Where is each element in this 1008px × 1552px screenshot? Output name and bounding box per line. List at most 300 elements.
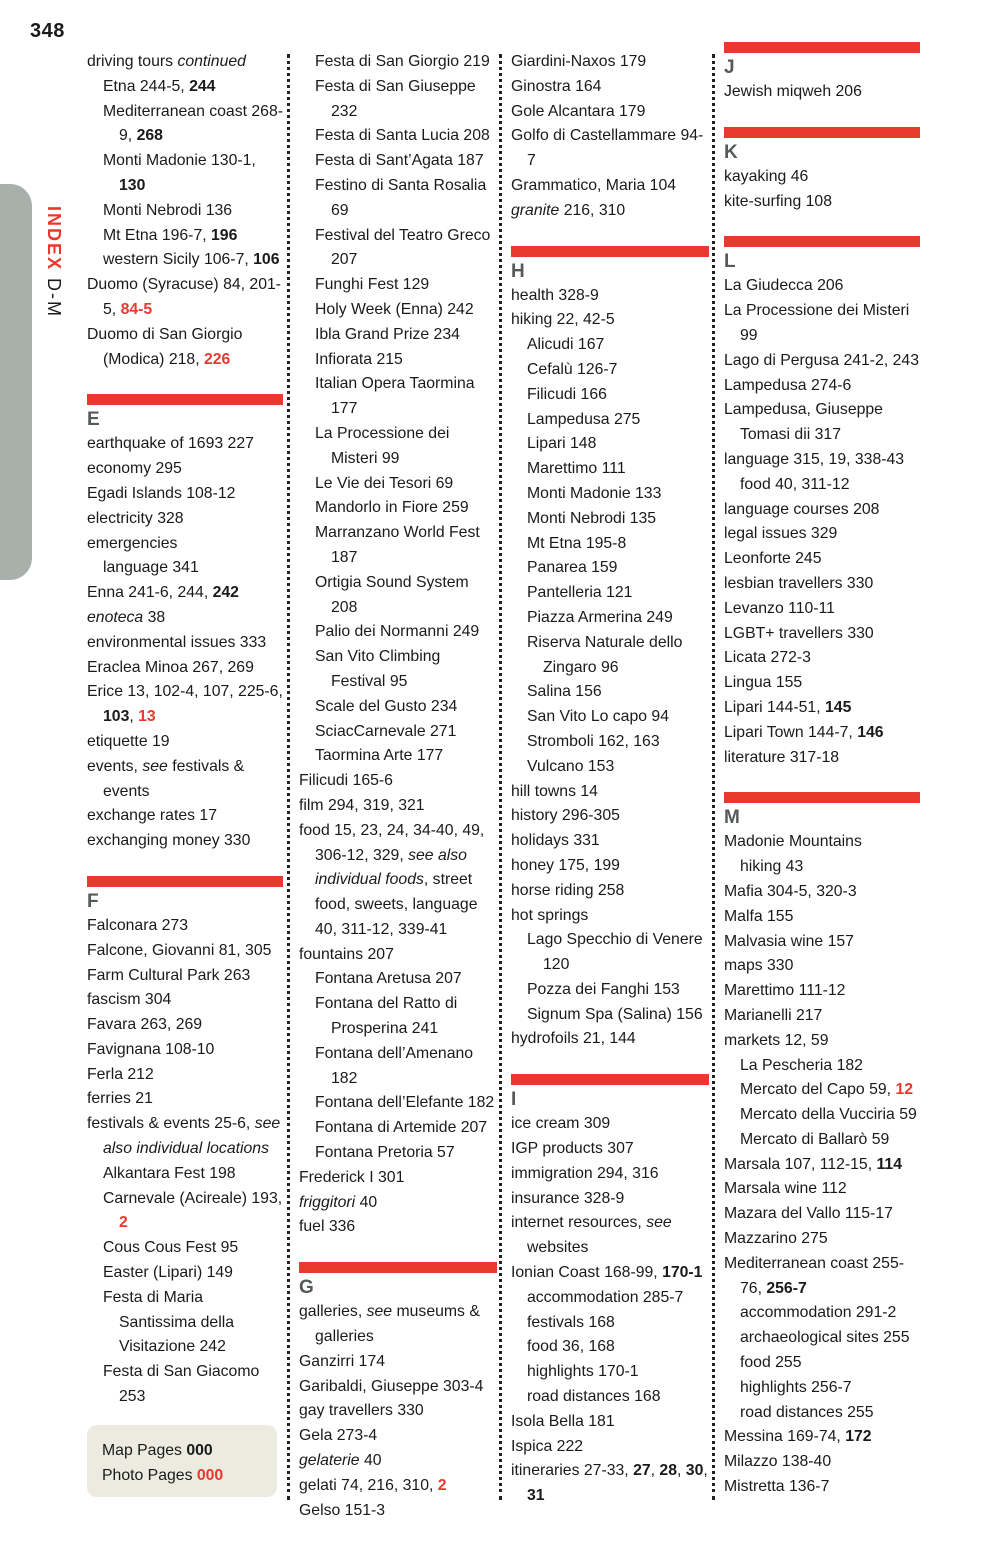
entry-text: exchanging money 330	[87, 832, 251, 850]
entry-text: 38	[143, 608, 166, 626]
index-entry	[511, 284, 709, 309]
section-letter: G	[299, 1277, 314, 1299]
index-entry	[511, 1137, 709, 1162]
entry-text: continued	[177, 53, 246, 70]
entry-text: Festa di San Giacomo 253	[103, 1363, 260, 1406]
index-entry	[511, 1459, 709, 1509]
entry-text: itineraries 27-33,	[511, 1462, 634, 1480]
entry-text: 40	[355, 1193, 378, 1211]
index-subentry	[527, 631, 709, 681]
section-letter: E	[87, 409, 100, 431]
index-side-tab	[0, 184, 32, 580]
entry-text: hill towns 14	[511, 782, 598, 800]
index-entry	[87, 432, 283, 457]
index-entry	[724, 1252, 920, 1302]
entry-text: Etna 244-5,	[103, 77, 190, 95]
section-rule	[299, 1262, 497, 1273]
index-entry	[724, 1029, 920, 1054]
index-entry	[724, 721, 920, 746]
index-subentry	[527, 581, 709, 606]
map-page-ref: 196	[211, 226, 238, 244]
entry-text: Garibaldi, Giuseppe 303-4	[299, 1377, 484, 1395]
index-subentry	[740, 1351, 920, 1376]
entry-text: film 294, 319, 321	[299, 796, 425, 814]
map-page-ref: 242	[212, 584, 239, 602]
index-entry	[724, 299, 920, 349]
entry-text: 40	[359, 1452, 382, 1470]
map-page-ref: 30	[685, 1462, 704, 1480]
entry-text: etiquette 19	[87, 732, 170, 750]
entry-text: Leonforte 245	[724, 550, 822, 568]
section-rule	[87, 876, 283, 887]
entry-text: Monti Nebrodi 136	[103, 201, 233, 219]
entry-text: Mazara del Vallo 115-17	[724, 1205, 893, 1223]
index-entry	[724, 274, 920, 299]
entry-text: Festa di Maria Santissima della Visitazione 242	[103, 1288, 235, 1356]
entry-text: Monti Nebrodi 135	[527, 509, 657, 527]
index-subentry	[527, 383, 709, 408]
entry-text: Lipari 148	[527, 435, 597, 453]
entry-text: Mandorlo in Fiore 259	[315, 499, 469, 517]
entry-text: Licata 272-3	[724, 649, 811, 667]
entry-text: gelati 74, 216, 310,	[299, 1476, 438, 1494]
entry-text: horse riding 258	[511, 881, 625, 899]
index-entry	[87, 829, 283, 854]
index-section-continued	[511, 50, 709, 224]
entry-text: kayaking 46	[724, 167, 809, 185]
entry-text: Infiorata 215	[315, 350, 403, 368]
entry-text: see also individual foods	[315, 846, 467, 889]
entry-text: hot springs	[511, 906, 589, 924]
entry-text: Filicudi 166	[527, 385, 607, 403]
entry-text: Fontana Aretusa 207	[315, 970, 462, 988]
entry-text: Italian Opera Taormina 177	[315, 375, 475, 418]
index-subentry	[740, 855, 920, 880]
index-entry	[87, 1112, 283, 1162]
index-subentry	[315, 571, 497, 621]
index-entry	[724, 696, 920, 721]
entry-text: Fontana dell’Amenano 182	[315, 1044, 474, 1087]
index-entry	[87, 680, 283, 730]
index-section-m	[724, 792, 920, 1500]
index-entry	[87, 656, 283, 681]
index-entry	[724, 448, 920, 473]
section-letter: M	[724, 807, 740, 829]
index-column-2	[299, 50, 497, 1523]
index-subentry	[527, 730, 709, 755]
index-entry	[299, 769, 497, 794]
index-entry	[724, 1004, 920, 1029]
entry-text: Filicudi 165-6	[299, 772, 393, 790]
index-subentry	[527, 755, 709, 780]
entry-text: Monti Madonie 133	[527, 484, 662, 502]
index-subentry	[103, 1236, 283, 1261]
entry-text: SciacCarnevale 271	[315, 722, 457, 740]
index-entry	[724, 1202, 920, 1227]
index-entry	[299, 943, 497, 968]
map-page-ref: 114	[876, 1155, 902, 1173]
index-section-l	[724, 236, 920, 770]
index-subentry	[527, 928, 709, 978]
entry-text: Marettimo 111-12	[724, 982, 846, 1000]
entry-text: emergencies	[87, 534, 178, 552]
entry-text: Fontana del Ratto di Prosperina 241	[315, 995, 458, 1038]
index-entry	[87, 1013, 283, 1038]
index-entry	[87, 988, 283, 1013]
index-section-i	[511, 1074, 709, 1509]
index-entry	[724, 398, 920, 448]
entry-text: internet resources,	[511, 1214, 647, 1232]
photo-pages-value: 000	[196, 1466, 224, 1484]
photo-page-ref: 12	[895, 1081, 914, 1099]
section-rule	[724, 42, 920, 53]
index-subentry	[315, 124, 497, 149]
index-subentry	[315, 1042, 497, 1092]
entry-text: Taormina Arte 177	[315, 747, 444, 765]
index-entry	[724, 905, 920, 930]
entry-text: Ganzirri 174	[299, 1352, 386, 1370]
entry-text: La Processione dei Misteri 99	[724, 302, 910, 344]
column-divider	[287, 54, 290, 1500]
entry-text: Ionian Coast 168-99,	[511, 1264, 663, 1282]
index-subentry	[740, 1103, 920, 1128]
entry-text: highlights 170-1	[527, 1363, 639, 1381]
index-entry	[724, 374, 920, 399]
entry-text: Holy Week (Enna) 242	[315, 300, 474, 318]
index-subentry	[740, 1376, 920, 1401]
entry-text: Pozza dei Fanghi 153	[527, 980, 680, 998]
index-section-h	[511, 246, 709, 1053]
map-page-ref: 244	[189, 77, 216, 95]
map-page-ref: 27	[633, 1462, 651, 1480]
index-subentry	[740, 473, 920, 498]
entry-text: highlights 256-7	[740, 1378, 852, 1396]
entry-text: lesbian travellers 330	[724, 574, 874, 592]
index-subentry	[315, 50, 497, 75]
index-subentry	[315, 1141, 497, 1166]
index-entry	[724, 572, 920, 597]
entry-text: gelaterie	[299, 1452, 360, 1470]
index-entry	[511, 1410, 709, 1435]
index-subentry	[527, 507, 709, 532]
entry-text: Alkantara Fest 198	[103, 1164, 236, 1182]
index-subentry	[103, 1162, 283, 1187]
section-letter: L	[724, 251, 736, 273]
entry-text: Festival del Teatro Greco 207	[315, 226, 491, 269]
entry-text: driving tours	[87, 53, 178, 70]
index-entry	[724, 165, 920, 190]
entry-text: Ibla Grand Prize 234	[315, 325, 460, 343]
entry-text: Eraclea Minoa 267, 269	[87, 658, 254, 676]
section-rule	[724, 127, 920, 138]
entry-text: immigration 294, 316	[511, 1164, 659, 1182]
entry-text: Lago di Pergusa 241-2, 243	[724, 351, 919, 369]
entry-text: Panarea 159	[527, 559, 618, 577]
entry-text: see	[646, 1214, 672, 1232]
section-letter: H	[511, 260, 525, 282]
index-subentry	[315, 645, 497, 695]
index-subentry	[315, 298, 497, 323]
entry-text: museums & galleries	[315, 1303, 480, 1346]
index-entry	[299, 1449, 497, 1474]
entry-text: accommodation 291-2	[740, 1304, 897, 1322]
entry-text: ice cream 309	[511, 1115, 611, 1133]
index-subentry	[315, 348, 497, 373]
index-subentry	[315, 1116, 497, 1141]
map-page-ref: 145	[825, 698, 852, 716]
entry-text: Cefalù 126-7	[527, 360, 618, 378]
map-page-ref: 28	[659, 1462, 677, 1480]
entry-text: Riserva Naturale dello Zingaro 96	[527, 633, 683, 676]
index-subentry	[315, 75, 497, 125]
index-subentry	[315, 372, 497, 422]
index-subentry	[315, 224, 497, 274]
section-rule	[724, 792, 920, 803]
index-subentry	[103, 1286, 283, 1360]
entry-text: Lingua 155	[724, 674, 803, 692]
index-entry	[724, 622, 920, 647]
entry-text: ,	[703, 1462, 708, 1480]
photo-page-ref: 2	[119, 1214, 128, 1232]
index-subentry	[527, 978, 709, 1003]
entry-text: Easter (Lipari) 149	[103, 1264, 233, 1282]
entry-text: Erice 13, 102-4, 107, 225-6,	[87, 683, 283, 701]
index-range: D-M	[44, 278, 64, 319]
entry-text: Falcone, Giovanni 81, 305	[87, 941, 272, 959]
index-subentry	[315, 695, 497, 720]
index-entry	[87, 581, 283, 606]
entry-text: Fontana Pretoria 57	[315, 1144, 455, 1162]
index-entry	[724, 1475, 920, 1500]
index-entry	[724, 746, 920, 771]
index-entry	[87, 939, 283, 964]
index-entry	[511, 75, 709, 100]
entry-text: Favara 263, 269	[87, 1016, 203, 1034]
entry-text: Jewish miqweh 206	[724, 83, 862, 100]
index-entry	[511, 174, 709, 199]
index-subentry	[315, 992, 497, 1042]
index-subentry	[527, 556, 709, 581]
photo-page-ref: 2	[437, 1476, 447, 1494]
index-entry	[299, 1474, 497, 1499]
index-side-label	[42, 206, 64, 366]
entry-text: Mafia 304-5, 320-3	[724, 882, 857, 900]
column-divider	[712, 54, 715, 1500]
index-entry	[724, 1153, 920, 1178]
entry-text: La Giudecca 206	[724, 277, 844, 295]
index-subentry	[315, 273, 497, 298]
index-entry	[511, 904, 709, 929]
entry-text: ,	[650, 1462, 660, 1480]
entry-text: ,	[129, 708, 139, 726]
entry-text: Mazzarino 275	[724, 1230, 828, 1248]
entry-text: San Vito Lo capo 94	[527, 708, 669, 726]
index-entry	[511, 1435, 709, 1460]
map-page-ref: 268	[136, 127, 163, 145]
entry-text: language courses 208	[724, 500, 880, 518]
index-entry	[87, 1038, 283, 1063]
entry-text: Lago Specchio di Venere 120	[527, 931, 703, 974]
index-subentry	[527, 532, 709, 557]
index-entry	[87, 50, 283, 75]
map-pages-key	[102, 1439, 277, 1464]
entry-text: Alicudi 167	[527, 336, 605, 354]
index-section-g	[299, 1262, 497, 1523]
entry-text: Le Vie dei Tesori 69	[315, 474, 454, 492]
entry-text: Funghi Fest 129	[315, 276, 430, 294]
index-entry	[87, 964, 283, 989]
index-subentry	[315, 174, 497, 224]
index-column-4	[724, 50, 920, 1500]
entry-text: Gelso 151-3	[299, 1501, 386, 1519]
entry-text: , street food, sweets, language 40, 311-12, 339-41	[315, 871, 478, 938]
entry-text: ferries 21	[87, 1090, 153, 1108]
index-subentry	[315, 720, 497, 745]
index-subentry	[315, 521, 497, 571]
entry-text: Madonie Mountains	[724, 833, 862, 851]
entry-text: Signum Spa (Salina) 156	[527, 1005, 703, 1023]
index-entry	[87, 323, 283, 373]
entry-text: honey 175, 199	[511, 856, 620, 874]
entry-text: IGP products 307	[511, 1140, 634, 1158]
entry-text: Monti Madonie 130-1,	[103, 152, 256, 170]
index-subentry	[103, 224, 283, 249]
section-rule	[511, 1074, 709, 1085]
index-entry	[87, 1087, 283, 1112]
index-entry	[511, 780, 709, 805]
entry-text: Grammatico, Maria 104	[511, 176, 677, 194]
entry-text: Palio dei Normanni 249	[315, 623, 480, 641]
entry-text: Duomo (Syracuse) 84, 201-5,	[87, 276, 282, 318]
index-entry	[87, 730, 283, 755]
index-entry	[87, 755, 283, 805]
entry-text: kite-surfing 108	[724, 192, 833, 210]
entry-text: Lipari Town 144-7,	[724, 723, 858, 741]
index-subentry	[315, 472, 497, 497]
entry-text: Marsala 107, 112-15,	[724, 1155, 877, 1173]
entry-text: Stromboli 162, 163	[527, 732, 660, 750]
entry-text: Lampedusa, Giuseppe Tomasi dii 317	[724, 401, 883, 444]
entry-text: Enna 241-6, 244,	[87, 584, 213, 602]
entry-text: Ferla 212	[87, 1065, 154, 1083]
entry-text: economy 295	[87, 460, 182, 478]
map-page-ref: 103	[103, 708, 130, 726]
index-subentry	[527, 358, 709, 383]
entry-text: Mercato del Capo 59,	[740, 1081, 896, 1099]
index-entry	[299, 1350, 497, 1375]
entry-text: holidays 331	[511, 832, 600, 850]
entry-text: Lampedusa 275	[527, 410, 641, 428]
index-entry	[511, 1187, 709, 1212]
index-section-j	[724, 42, 920, 105]
index-entry	[511, 879, 709, 904]
entry-text: maps 330	[724, 957, 794, 975]
entry-text: 216, 310	[559, 201, 626, 219]
index-entry	[724, 190, 920, 215]
index-entry	[299, 1215, 497, 1240]
index-entry	[511, 199, 709, 224]
index-subentry	[527, 408, 709, 433]
entry-text: Favignana 108-10	[87, 1040, 215, 1058]
entry-text: exchange rates 17	[87, 807, 217, 825]
entry-text: Cous Cous Fest 95	[103, 1239, 239, 1257]
index-subentry	[527, 1335, 709, 1360]
entry-text: Farm Cultural Park 263	[87, 966, 251, 984]
index-entry	[724, 522, 920, 547]
index-entry	[511, 1261, 709, 1286]
map-page-ref: 172	[845, 1428, 872, 1446]
map-page-ref: 106	[253, 251, 280, 269]
index-entry	[511, 50, 709, 75]
index-section-continued	[299, 50, 497, 1240]
entry-text: San Vito Climbing Festival 95	[315, 648, 441, 690]
index-entry	[87, 482, 283, 507]
index-subentry	[103, 1261, 283, 1286]
index-entry	[724, 930, 920, 955]
index-entry	[724, 80, 920, 105]
section-rule	[511, 246, 709, 257]
photo-pages-label: Photo Pages	[102, 1466, 193, 1484]
section-letter: I	[511, 1089, 517, 1111]
index-subentry	[527, 680, 709, 705]
index-subentry	[103, 199, 283, 224]
index-subentry	[527, 1311, 709, 1336]
index-entry	[511, 804, 709, 829]
index-subentry	[527, 1286, 709, 1311]
index-entry	[511, 1112, 709, 1137]
entry-text: road distances 255	[740, 1403, 874, 1421]
entry-text: hiking 22, 42-5	[511, 311, 615, 329]
entry-text: Festa di Santa Lucia 208	[315, 127, 490, 145]
entry-text: websites	[527, 1239, 589, 1257]
map-pages-value: 000	[186, 1442, 213, 1459]
entry-text: road distances 168	[527, 1388, 661, 1406]
entry-text: gay travellers 330	[299, 1402, 424, 1420]
entry-text: Ispica 222	[511, 1437, 584, 1455]
entry-text: food 15, 23, 24, 34-40, 49, 306-12, 329,	[299, 821, 485, 864]
index-subentry	[740, 1401, 920, 1426]
index-entry	[511, 1211, 709, 1261]
index-entry	[724, 1227, 920, 1252]
page-number: 348	[30, 20, 65, 42]
index-section-k	[724, 127, 920, 215]
entry-text: Gela 273-4	[299, 1427, 378, 1445]
index-entry	[724, 979, 920, 1004]
index-entry	[87, 273, 283, 323]
index-entry	[299, 794, 497, 819]
entry-text: granite	[511, 201, 560, 219]
entry-text: Lipari 144-51,	[724, 698, 825, 716]
index-section-e	[87, 394, 283, 854]
index-subentry	[740, 1326, 920, 1351]
entry-text: see	[142, 757, 168, 775]
index-section-continued	[87, 50, 283, 372]
index-subentry	[103, 556, 283, 581]
entry-text: fuel 336	[299, 1218, 356, 1236]
index-entry	[511, 829, 709, 854]
index-subentry	[315, 1091, 497, 1116]
entry-text: Festa di San Giuseppe 232	[315, 77, 476, 120]
section-letter: J	[724, 57, 735, 78]
entry-text: electricity 328	[87, 509, 184, 527]
index-entry	[511, 124, 709, 174]
entry-text: LGBT+ travellers 330	[724, 624, 874, 642]
index-subentry	[527, 1003, 709, 1028]
entry-text: environmental issues 333	[87, 633, 267, 651]
entry-text: fountains 207	[299, 945, 394, 963]
entry-text: Piazza Armerina 249	[527, 608, 673, 626]
entry-text: Mediterranean coast 255-76,	[724, 1254, 905, 1297]
